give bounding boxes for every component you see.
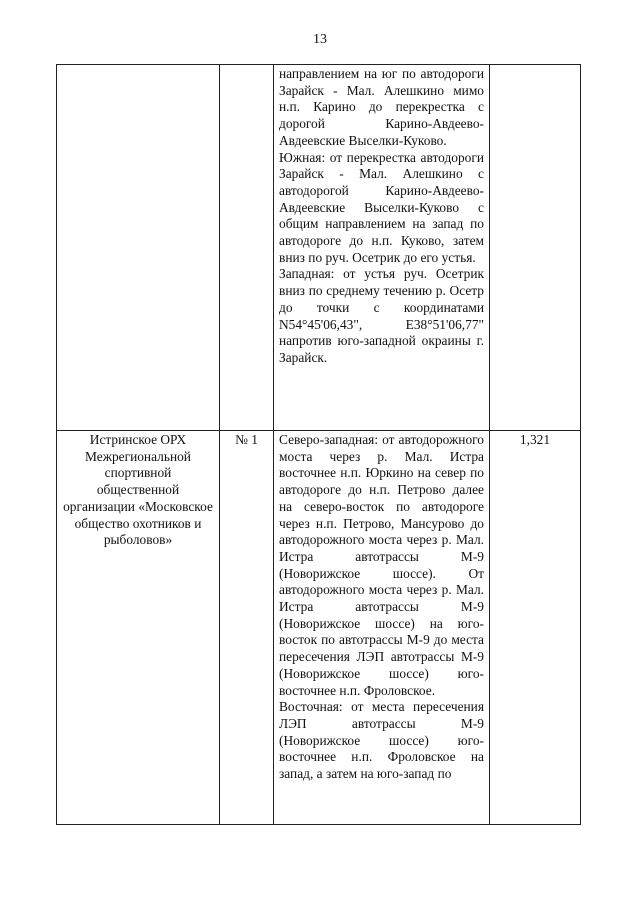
site-number: № 1 bbox=[235, 432, 258, 447]
page-number: 13 bbox=[313, 32, 327, 47]
number-cell bbox=[220, 431, 274, 825]
boundary-paragraph: Южная: от перекрестка автодороги Зарайск - Мал. Алешкино с автодорогой Карино-Авдеево-Авдеевские Выселки-Куково с общим направлением на запад по автодороге до н.п. Куково, затем вниз по руч. Осетрик до его устья. bbox=[279, 149, 484, 265]
description-cell bbox=[274, 431, 490, 825]
boundary-paragraph: Восточная: от места пересечения ЛЭП автотрассы М-9 (Новорижское шоссе) юго-восточнее н.п. Фроловское на запад, а затем на юго-запад по bbox=[279, 699, 484, 782]
organization-cell bbox=[57, 65, 220, 431]
area-cell bbox=[490, 431, 581, 825]
table-row bbox=[57, 431, 581, 825]
organization-name: Истринское ОРХ Межрегиональной спортивной общественной организации «Московское общество охотников и рыболовов» bbox=[63, 432, 213, 548]
description-cell bbox=[274, 65, 490, 431]
boundaries-table bbox=[56, 64, 581, 825]
boundary-paragraph: Западная: от устья руч. Осетрик вниз по среднему течению р. Осетр до точки с координатами N54°45'06,43", E38°51'06,77" напротив юго-западной окраины г. Зарайск. bbox=[279, 266, 484, 365]
area-value: 1,321 bbox=[519, 432, 551, 447]
boundary-paragraph: направлением на юг по автодороги Зарайск - Мал. Алешкино мимо н.п. Карино до перекрестка с дорогой Карино-Авдеево-Авдеевские Выселки-Куково. bbox=[279, 66, 484, 148]
area-cell bbox=[490, 65, 581, 431]
boundary-paragraph: Северо-западная: от автодорожного моста через р. Мал. Истра восточнее н.п. Юркино на север по автодороге до н.п. Петрово далее на северо-восток по автодороге через н.п. Петрово, Мансурово до автодорожного моста через р. Мал. Истра автотрассы М-9 (Новорижское шоссе). От автодорожного моста через р. Мал. Истра автотрассы М-9 (Новорижское шоссе) на юго-восток по автотрассы М-9 до места пересечения ЛЭП автотрассы М-9 (Новорижское шоссе) юго-восточнее н.п. Фроловское. bbox=[279, 432, 484, 698]
table-row bbox=[57, 65, 581, 431]
organization-cell bbox=[57, 431, 220, 825]
number-cell bbox=[220, 65, 274, 431]
